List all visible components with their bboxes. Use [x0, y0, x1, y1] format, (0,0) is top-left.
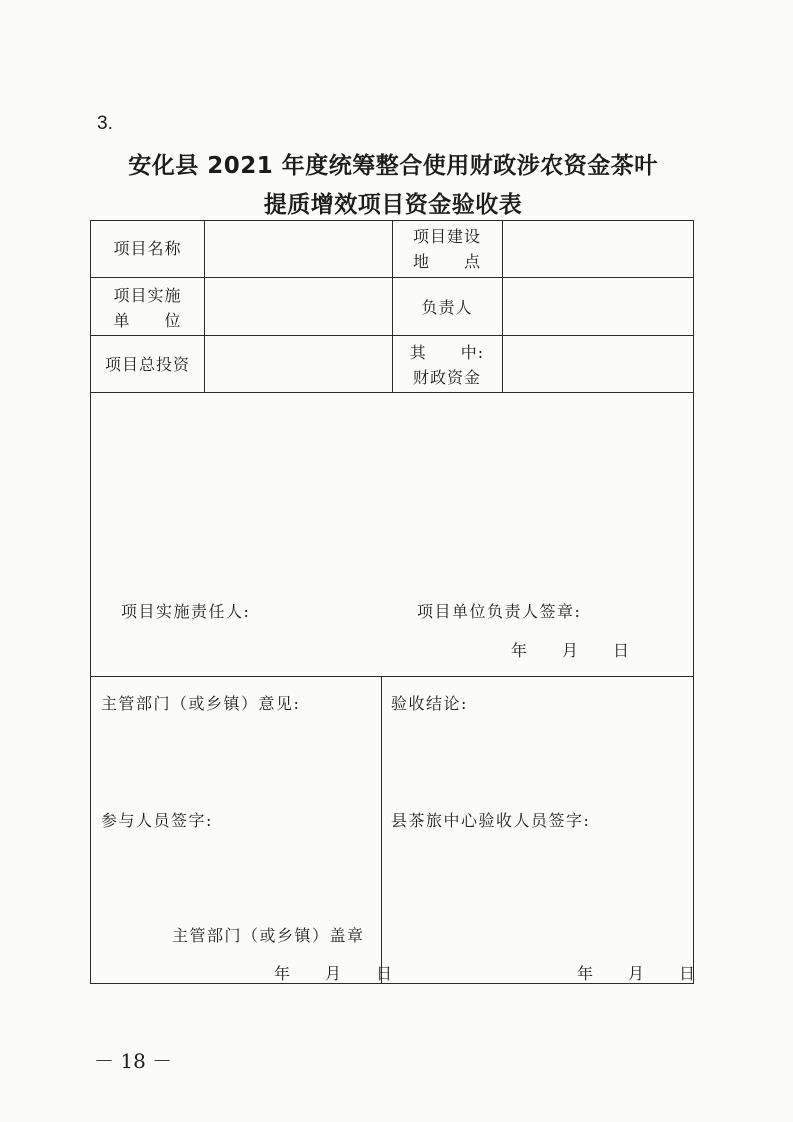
participants-signature-label: 参与人员签字: — [101, 811, 213, 830]
implementer-signature-label: 项目实施责任人: — [121, 602, 251, 621]
fiscal-funds-value[interactable] — [509, 352, 689, 377]
total-investment-label: 项目总投资 — [104, 355, 190, 374]
inspectors-signature-label: 县茶旅中心验收人员签字: — [391, 811, 591, 830]
acceptance-date: 年 月 日 — [577, 964, 697, 983]
responsible-person-label: 负责人 — [421, 298, 473, 317]
project-location-label-line1: 项目建设 — [412, 227, 481, 246]
column-divider — [502, 221, 503, 392]
project-name-value[interactable] — [211, 236, 387, 261]
document-title-line1: 安化县 2021 年度统筹整合使用财政涉农资金茶叶 — [128, 153, 658, 179]
fiscal-funds-label-line2: 财政资金 — [412, 368, 481, 387]
supervisor-seal-label: 主管部门（或乡镇）盖章 — [172, 926, 365, 945]
acceptance-form-table — [90, 220, 697, 984]
column-divider — [381, 676, 382, 983]
section-number: 3. — [97, 113, 113, 134]
fiscal-funds-label-line1: 其 中: — [409, 343, 485, 362]
total-investment-value[interactable] — [211, 352, 387, 377]
implementing-unit-value[interactable] — [211, 294, 387, 319]
responsible-person-value[interactable] — [509, 294, 689, 319]
row-divider — [91, 392, 693, 393]
project-location-label-line2: 地 点 — [412, 252, 481, 271]
project-name-label: 项目名称 — [113, 239, 182, 258]
page-number: － 18 － — [94, 1049, 173, 1073]
acceptance-conclusion-label: 验收结论: — [391, 694, 468, 713]
row-divider — [91, 676, 693, 677]
document-title-line2: 提质增效项目资金验收表 — [263, 192, 523, 218]
implementing-unit-label-line2: 单 位 — [113, 311, 182, 330]
unit-head-signature-label: 项目单位负责人签章: — [417, 602, 582, 621]
supervisor-date: 年 月 日 — [274, 964, 394, 983]
project-location-value[interactable] — [509, 236, 689, 261]
implementing-unit-label-line1: 项目实施 — [113, 286, 182, 305]
implementation-date: 年 月 日 — [511, 641, 631, 660]
column-divider — [204, 221, 205, 392]
supervisor-opinion-label: 主管部门（或乡镇）意见: — [101, 694, 301, 713]
